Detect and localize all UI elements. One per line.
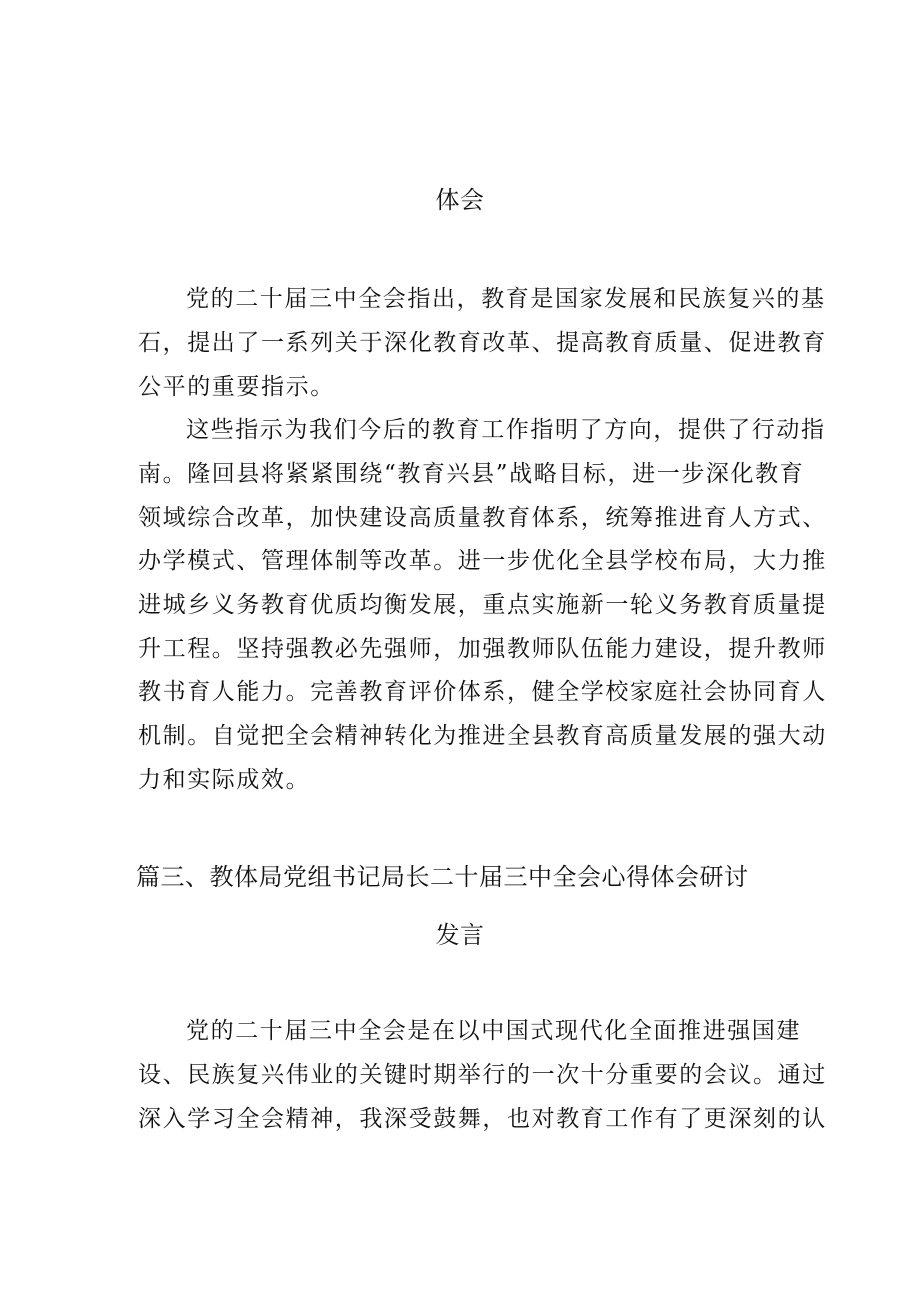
paragraph-line: 南。隆回县将紧紧围绕“教育兴县”战略目标，进一步深化教育 (138, 461, 805, 487)
paragraph-line: 设、民族复兴伟业的关键时期举行的一次十分重要的会议。通过 (138, 1062, 827, 1088)
paragraph-line: 教书育人能力。完善教育评价体系，健全学校家庭社会协同育人 (138, 679, 827, 705)
paragraph-line: 深入学习全会精神，我深受鼓舞，也对教育工作有了更深刻的认 (138, 1106, 827, 1132)
paragraph-line: 办学模式、管理体制等改革。进一步优化全县学校布局，大力推 (138, 548, 827, 574)
paragraph-line: 领域综合改革，加快建设高质量教育体系，统筹推进育人方式、 (138, 505, 827, 531)
paragraph-line: 机制。自觉把全会精神转化为推进全县教育高质量发展的强大动 (138, 723, 827, 749)
section-title: 体会 (435, 186, 485, 214)
section-heading-line-2: 发言 (435, 921, 485, 949)
paragraph-line: 党的二十届三中全会指出，教育是国家发展和民族复兴的基 (186, 286, 826, 312)
paragraph-line: 石，提出了一系列关于深化教育改革、提高教育质量、促进教育 (138, 330, 827, 356)
paragraph-line: 这些指示为我们今后的教育工作指明了方向，提供了行动指 (186, 417, 826, 443)
paragraph-line: 升工程。坚持强教必先强师，加强教师队伍能力建设，提升教师 (138, 636, 827, 662)
paragraph-line: 进城乡义务教育优质均衡发展，重点实施新一轮义务教育质量提 (138, 592, 827, 618)
paragraph-line: 力和实际成效。 (138, 767, 311, 793)
section-heading-line-1: 篇三、教体局党组书记局长二十届三中全会心得体会研讨 (136, 863, 749, 891)
paragraph-line: 公平的重要指示。 (138, 374, 335, 400)
paragraph-line: 党的二十届三中全会是在以中国式现代化全面推进强国建 (186, 1018, 801, 1044)
